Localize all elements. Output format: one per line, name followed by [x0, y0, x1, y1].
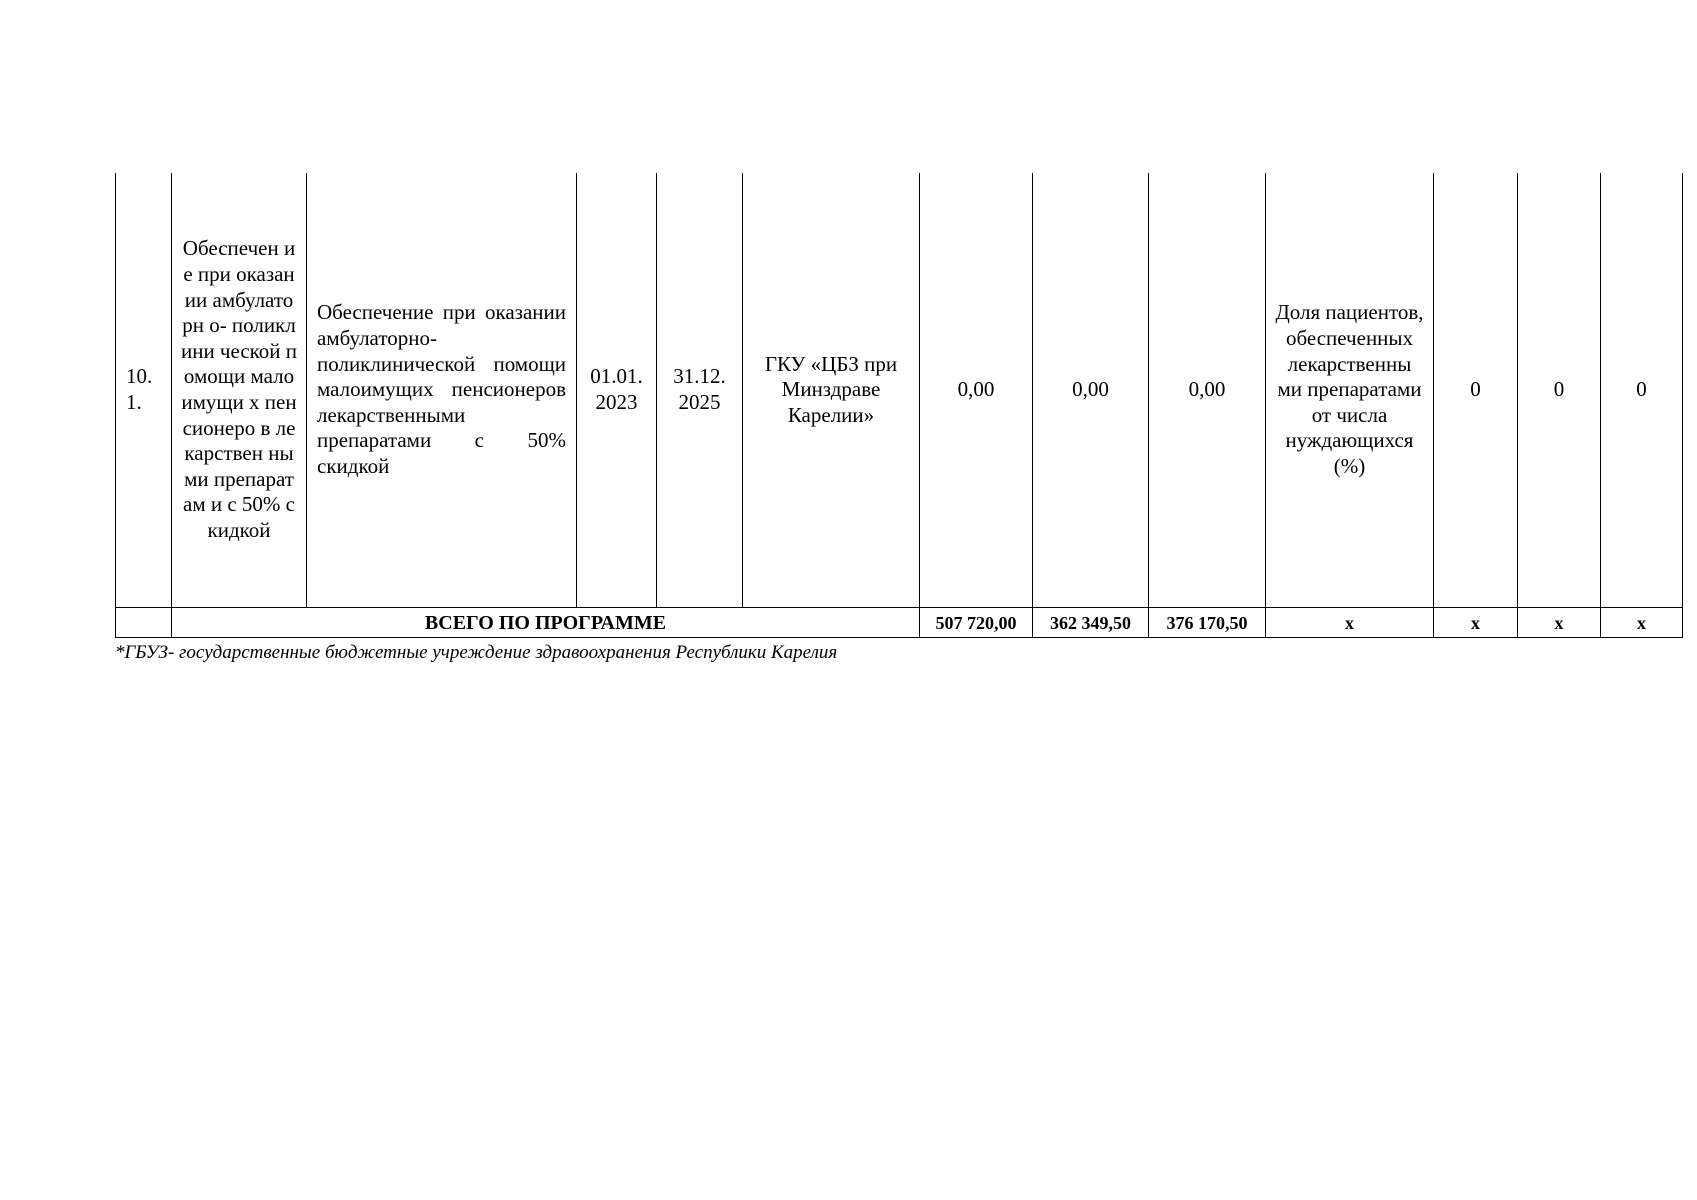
- value-3-cell: [1601, 173, 1683, 608]
- measure-description-cell: [307, 173, 577, 608]
- total-value-2: x: [1554, 612, 1564, 633]
- value-3: 0: [1636, 377, 1647, 402]
- total-indicator-cell: [1266, 608, 1434, 638]
- end-date: 31.12. 2025: [673, 364, 726, 414]
- start-date: 01.01. 2023: [590, 364, 643, 414]
- total-indicator: x: [1345, 612, 1354, 633]
- table-row: [116, 173, 1683, 608]
- value-1: 0: [1470, 377, 1481, 402]
- total-empty-cell: [116, 608, 172, 638]
- total-value-1-cell: [1434, 608, 1518, 638]
- amount-2024: 0,00: [1072, 377, 1109, 402]
- measure-description: Обеспечение при оказании амбулаторно-поликлинической помощи малоимущих пенсионеров лекарственными препаратами с 50% скидкой: [317, 300, 566, 478]
- value-2-cell: [1518, 173, 1601, 608]
- total-amount-2023-cell: [920, 608, 1033, 638]
- amount-2023: 0,00: [957, 377, 995, 402]
- value-2: 0: [1553, 377, 1565, 402]
- row-number: [116, 173, 172, 608]
- executor: ГКУ «ЦБЗ при Минздраве Карелии»: [764, 351, 898, 427]
- total-amount-2024-cell: [1033, 608, 1149, 638]
- total-amount-2024: 362 349,50: [1050, 612, 1131, 633]
- indicator-cell: [1266, 173, 1434, 608]
- footnote: *ГБУЗ- государственные бюджетные учреждение здравоохранения Республики Карелия: [115, 642, 838, 663]
- total-value-1: x: [1471, 612, 1480, 633]
- value-1-cell: [1434, 173, 1518, 608]
- amount-2025-cell: [1149, 173, 1266, 608]
- total-amount-2025-cell: [1149, 608, 1266, 638]
- end-date-cell: [657, 173, 743, 608]
- total-label: ВСЕГО ПО ПРОГРАММЕ: [424, 611, 667, 634]
- total-value-2-cell: [1518, 608, 1601, 638]
- program-table: [115, 173, 1683, 638]
- measure-name-cell: [172, 173, 307, 608]
- executor-cell: [743, 173, 920, 608]
- total-value-3-cell: [1601, 608, 1683, 638]
- total-amount-2023: 507 720,00: [935, 612, 1017, 633]
- measure-name: Обеспечен ие при оказании амбулаторн о- поликлини ческой помощи малоимущи х пенсионеро в лекарствен ными препаратам и с 50% скидкой: [180, 236, 298, 542]
- start-date-cell: [577, 173, 657, 608]
- total-value-3: x: [1637, 612, 1646, 633]
- row-number-text: 10. 1.: [126, 364, 153, 414]
- total-row: [116, 608, 1683, 638]
- total-label-cell: [172, 608, 920, 638]
- amount-2025: 0,00: [1188, 377, 1226, 402]
- indicator: Доля пациентов, обеспеченных лекарственны ми препаратами от числа нуждающихся (%): [1275, 300, 1424, 478]
- amount-2024-cell: [1033, 173, 1149, 608]
- total-amount-2025: 376 170,50: [1166, 612, 1248, 633]
- amount-2023-cell: [920, 173, 1033, 608]
